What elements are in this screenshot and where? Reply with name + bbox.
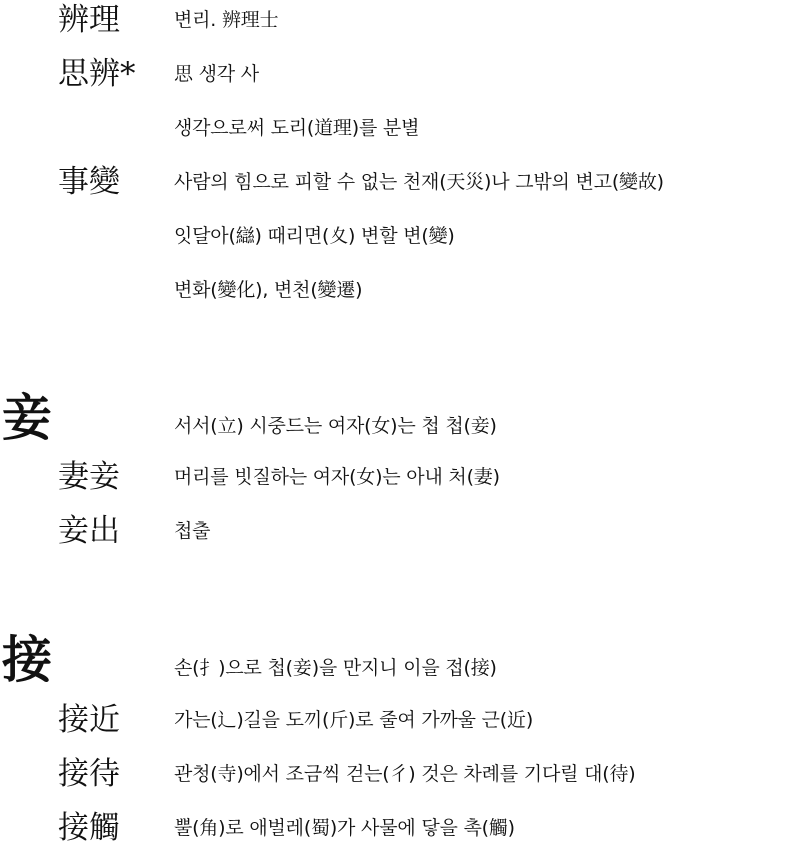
section-head-row [0, 632, 811, 692]
entry-row [0, 754, 811, 804]
entry-gloss: 변리. 辨理士 [174, 9, 279, 31]
section-head-character: 妾 [2, 388, 52, 447]
entry-gloss: 변화(變化), 변천(變遷) [174, 279, 363, 301]
entry-row [0, 162, 811, 212]
entry-term: 妾出 [58, 513, 120, 549]
entry-row [0, 54, 811, 104]
entry-row [0, 216, 811, 266]
entry-term: 辨理 [58, 2, 120, 38]
entry-term: 接觸 [58, 810, 120, 846]
entry-term: 妻妾 [58, 459, 120, 495]
entry-gloss: 가는(辶)길을 도끼(斤)로 줄여 가까울 근(近) [174, 709, 534, 731]
entry-gloss: 사람의 힘으로 피할 수 없는 천재(天災)나 그밖의 변고(變故) [174, 171, 664, 193]
entry-row [0, 511, 811, 561]
entry-row [0, 457, 811, 507]
entry-row [0, 808, 811, 858]
entry-gloss: 思 생각 사 [174, 63, 259, 85]
entry-gloss: 잇달아(䜌) 때리면(夊) 변할 변(變) [174, 225, 455, 247]
entry-term: 事變 [58, 164, 120, 200]
entry-term: 思辨* [58, 56, 136, 92]
section-head-character: 接 [2, 630, 52, 689]
entry-gloss: 생각으로써 도리(道理)를 분별 [174, 117, 420, 139]
entry-row [0, 0, 811, 50]
entry-gloss: 뿔(角)로 애벌레(蜀)가 사물에 닿을 촉(觸) [174, 817, 515, 839]
section-head-row [0, 390, 811, 450]
entry-term: 接待 [58, 756, 120, 792]
entry-gloss: 관청(寺)에서 조금씩 걷는(彳) 것은 차례를 기다릴 대(待) [174, 763, 636, 785]
entry-row [0, 700, 811, 750]
entry-gloss: 머리를 빗질하는 여자(女)는 아내 처(妻) [174, 466, 500, 488]
entry-term: 接近 [58, 702, 120, 738]
entry-row [0, 108, 811, 158]
entry-gloss: 첩출 [174, 520, 211, 542]
section-head-gloss: 손(扌)으로 첩(妾)을 만지니 이을 접(接) [174, 657, 497, 679]
section-head-gloss: 서서(立) 시중드는 여자(女)는 첩 첩(妾) [174, 415, 497, 437]
entry-row [0, 270, 811, 320]
